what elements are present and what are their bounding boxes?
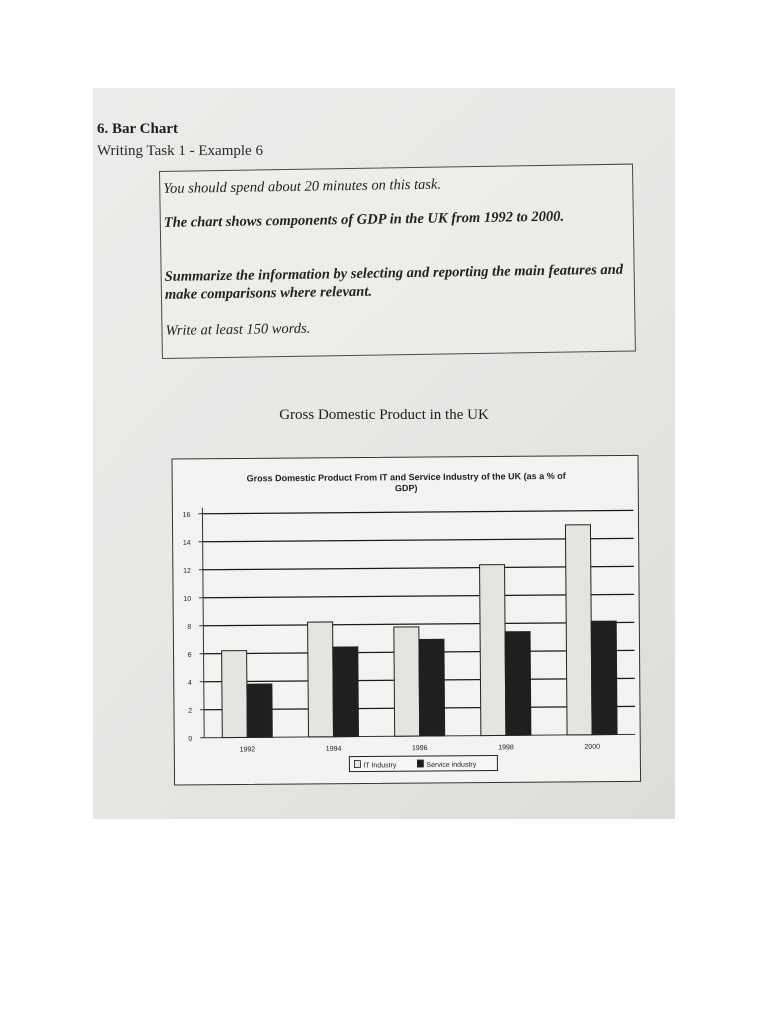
legend-swatch-it-industry [354, 761, 360, 768]
y-tick-label: 2 [188, 707, 193, 715]
chart-container [171, 454, 644, 793]
task-word-count: Write at least 150 words. [165, 320, 311, 339]
y-tick-label: 16 [182, 511, 191, 519]
bar-it-industry [480, 565, 506, 736]
y-tick-label: 0 [188, 735, 193, 743]
task-chart-description: The chart shows components of GDP in the UK from 1992 to 2000. [163, 208, 565, 231]
y-tick-label: 6 [187, 651, 192, 659]
legend-label-it-industry: IT Industry [363, 762, 397, 770]
chart-title-line-1: Gross Domestic Product From IT and Service Industry of the UK (as a % of [246, 470, 566, 484]
section-subtitle: Writing Task 1 - Example 6 [97, 143, 263, 159]
x-tick-label: 1996 [411, 744, 428, 753]
task-summarize-instruction: Summarize the information by selecting and reporting the main features and make comparisons where relevant. [164, 261, 624, 303]
task-time-instruction: You should spend about 20 minutes on this task. [163, 176, 442, 197]
y-tick-label: 4 [187, 679, 192, 687]
bar-service-industry [419, 639, 445, 736]
bar-chart [171, 454, 644, 788]
chart-caption: Gross Domestic Product in the UK [279, 407, 489, 423]
task-instructions-box [159, 164, 636, 359]
document-photo [93, 88, 675, 819]
section-title: 6. Bar Chart [97, 121, 178, 137]
bar-service-industry [333, 647, 359, 737]
bar-it-industry [222, 651, 248, 738]
y-tick-label: 10 [183, 595, 192, 603]
x-tick-label: 1998 [498, 744, 514, 752]
bar-it-industry [565, 525, 592, 735]
bar-service-industry [591, 621, 617, 735]
x-tick-label: 2000 [584, 743, 601, 751]
y-tick-label: 12 [183, 567, 191, 575]
bar-it-industry [308, 622, 334, 737]
chart-title-line-2: GDP) [394, 483, 418, 494]
x-tick-label: 1994 [325, 745, 342, 753]
legend-label-service-industry: Service industry [426, 761, 477, 770]
bar-service-industry [247, 684, 272, 737]
bar-it-industry [394, 627, 420, 736]
x-tick-label: 1992 [239, 746, 256, 754]
legend-swatch-service-industry [417, 760, 423, 767]
y-tick-label: 14 [182, 539, 191, 547]
bar-service-industry [505, 632, 531, 736]
y-tick-label: 8 [187, 623, 192, 631]
